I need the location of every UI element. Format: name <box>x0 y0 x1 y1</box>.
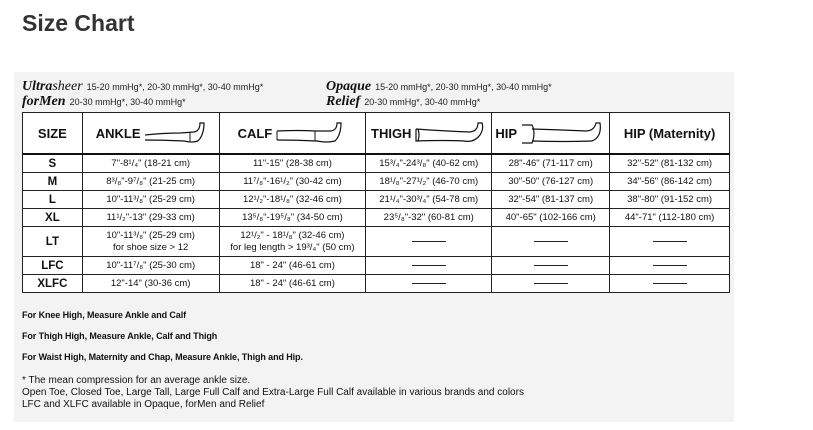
footnote-lfc-xlfc: LFC and XLFC available in Opaque, forMen and Relief <box>22 399 265 410</box>
instruction-knee-high: For Knee High, Measure Ankle and Calf <box>22 310 187 320</box>
table-row <box>23 257 730 275</box>
hip-cell <box>492 275 610 293</box>
brand-detail: 15-20 mmHg*, 20-30 mmHg*, 30-40 mmHg* <box>86 82 264 92</box>
ankle-leg-icon <box>144 121 206 145</box>
table-header-row <box>23 113 730 155</box>
thigh-cell <box>366 227 492 257</box>
thigh-cell <box>366 275 492 293</box>
brand-name: Ultra <box>22 79 53 94</box>
calf-leg-icon <box>275 121 347 145</box>
maternity-cell: 32"-52" (81-132 cm) <box>610 154 730 173</box>
maternity-cell <box>610 227 730 257</box>
footnote-mean-compression: * The mean compression for an average ankle size. <box>22 375 251 386</box>
header-ankle <box>82 113 219 155</box>
maternity-cell <box>610 257 730 275</box>
not-available-dash <box>653 265 687 266</box>
not-available-dash <box>653 241 687 242</box>
ankle-cell: 12"-14" (30-36 cm) <box>82 275 219 293</box>
not-available-dash <box>412 283 446 284</box>
brand-detail: 15-20 mmHg*, 20-30 mmHg*, 30-40 mmHg* <box>375 82 552 92</box>
header-size <box>23 113 83 155</box>
header-label: HIP (Maternity) <box>623 125 716 141</box>
footnotes <box>22 375 722 411</box>
not-available-dash <box>534 283 568 284</box>
hip-cell: 32"-54" (81-137 cm) <box>492 191 610 209</box>
maternity-cell: 34"-56" (86-142 cm) <box>610 173 730 191</box>
brand-detail: 20-30 mmHg*, 30-40 mmHg* <box>69 97 186 107</box>
header-label: ANKLE <box>95 125 141 141</box>
ankle-cell: 11¹/₂"-13" (29-33 cm) <box>82 209 219 227</box>
thigh-cell: 18¹/₈"-27¹/₂" (46-70 cm) <box>366 173 492 191</box>
not-available-dash <box>534 265 568 266</box>
instruction-thigh-high: For Thigh High, Measure Ankle, Calf and Thigh <box>22 331 218 341</box>
header-label: CALF <box>237 125 273 141</box>
footnote-availability: Open Toe, Closed Toe, Large Tall, Large Full Calf and Extra-Large Full Calf available in various brands and colors <box>22 387 524 398</box>
table-row <box>23 209 730 227</box>
calf-cell: 11⁷/₈"-16¹/₂" (30-42 cm) <box>219 173 366 191</box>
header-label: SIZE <box>37 125 67 141</box>
brand-name: Relief <box>326 94 361 109</box>
maternity-cell: 44"-71" (112-180 cm) <box>610 209 730 227</box>
table-row <box>23 154 730 173</box>
ankle-cell: 7"-8¹/₄" (18-21 cm) <box>82 154 219 173</box>
size-cell: LT <box>23 227 83 257</box>
hip-leg-icon <box>520 121 606 145</box>
brand-detail: 20-30 mmHg*, 30-40 mmHg* <box>364 97 481 107</box>
thigh-cell: 21¹/₄"-30³/₄" (54-78 cm) <box>366 191 492 209</box>
brand-name-suffix: sheer <box>52 79 83 94</box>
thigh-leg-icon <box>414 121 486 145</box>
size-cell: M <box>23 173 83 191</box>
instruction-waist-high: For Waist High, Maternity and Chap, Measure Ankle, Thigh and Hip. <box>22 352 303 362</box>
hip-cell: 28"-46" (71-117 cm) <box>492 154 610 173</box>
size-chart-panel <box>14 72 734 422</box>
size-table <box>22 112 730 293</box>
brand-legend <box>22 77 722 111</box>
size-cell: XL <box>23 209 83 227</box>
not-available-dash <box>412 265 446 266</box>
ankle-cell: 8³/₈"-9⁷/₈" (21-25 cm) <box>82 173 219 191</box>
header-calf <box>219 113 366 155</box>
calf-note: for leg length > 19³/₄" (50 cm) <box>230 241 355 253</box>
brand-name: forMen <box>22 94 66 109</box>
header-thigh <box>366 113 492 155</box>
header-hip-maternity <box>610 113 730 155</box>
calf-cell: 18" - 24" (46-61 cm) <box>219 275 366 293</box>
not-available-dash <box>412 241 446 242</box>
thigh-cell: 23⁵/₈"-32" (60-81 cm) <box>366 209 492 227</box>
calf-cell: 12¹/₂"-18¹/₈" (32-46 cm) <box>219 191 366 209</box>
calf-cell: 13⁵/₈"-19⁵/₈" (34-50 cm) <box>219 209 366 227</box>
maternity-cell: 38"-80" (91-152 cm) <box>610 191 730 209</box>
table-row <box>23 227 730 257</box>
header-label: THIGH <box>371 125 412 141</box>
table-row <box>23 191 730 209</box>
hip-cell <box>492 257 610 275</box>
hip-cell: 30"-50" (76-127 cm) <box>492 173 610 191</box>
ankle-cell: 10"-11³/₈" (25-29 cm) <box>82 191 219 209</box>
not-available-dash <box>653 283 687 284</box>
ankle-note: for shoe size > 12 <box>113 241 189 253</box>
maternity-cell <box>610 275 730 293</box>
table-row <box>23 275 730 293</box>
ankle-cell: 10"-11⁷/₈" (25-30 cm) <box>82 257 219 275</box>
header-label: HIP <box>495 125 518 141</box>
calf-cell: 18" - 24" (46-61 cm) <box>219 257 366 275</box>
thigh-cell: 15³/₄"-24³/₈" (40-62 cm) <box>366 154 492 173</box>
size-cell: LFC <box>23 257 83 275</box>
size-cell: S <box>23 154 83 173</box>
brand-formen <box>22 92 186 110</box>
brand-name: Opaque <box>326 79 372 94</box>
ankle-value: 10"-11³/₈" (25-29 cm) <box>106 229 195 241</box>
size-cell: L <box>23 191 83 209</box>
header-hip <box>492 113 610 155</box>
size-cell: XLFC <box>23 275 83 293</box>
table-row <box>23 173 730 191</box>
calf-cell: 11"-15" (28-38 cm) <box>219 154 366 173</box>
page-title: Size Chart <box>22 10 135 36</box>
not-available-dash <box>534 241 568 242</box>
thigh-cell <box>366 257 492 275</box>
brand-relief <box>326 92 480 110</box>
hip-cell: 40"-65" (102-166 cm) <box>492 209 610 227</box>
calf-cell <box>219 227 366 257</box>
calf-value: 12¹/₂" - 18¹/₈" (32-46 cm) <box>240 229 345 241</box>
ankle-cell <box>82 227 219 257</box>
hip-cell <box>492 227 610 257</box>
